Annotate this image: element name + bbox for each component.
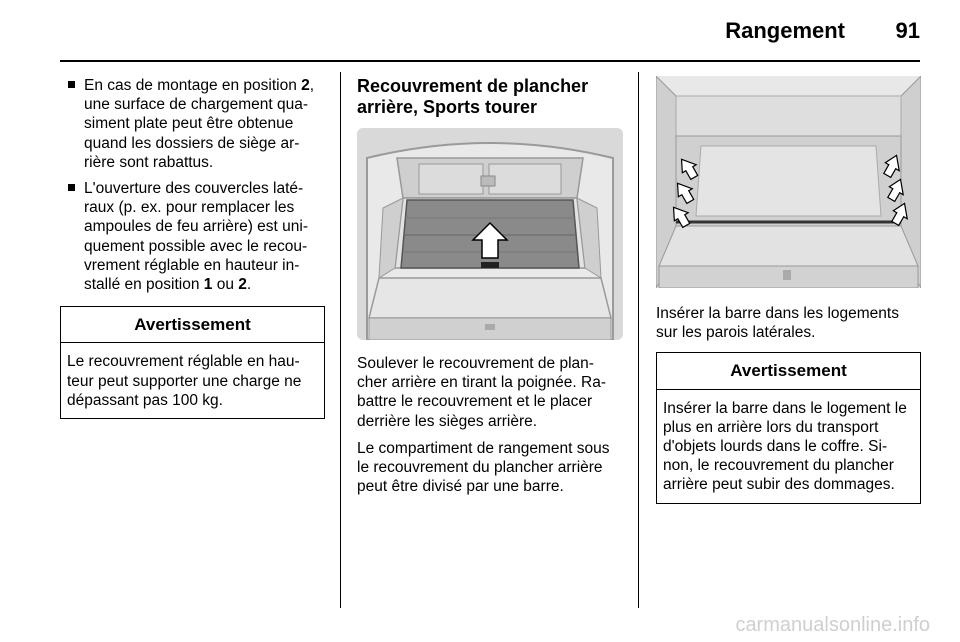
paragraph: Soulever le recouvrement de plan- cher arrière en tirant la poignée. Ra- battre le recouvrement et le placer derrière les sièges arrière. bbox=[357, 355, 606, 430]
list-item: En cas de montage en position 2, une surface de chargement qua- siment plate peut être obtenue quand les dossiers de siège ar- rière sont rabattus. bbox=[60, 76, 325, 172]
cargo-floor-illustration bbox=[357, 128, 623, 340]
warning-box bbox=[60, 306, 325, 419]
cargo-bar-figure bbox=[656, 76, 921, 288]
cargo-bar-illustration bbox=[656, 76, 921, 288]
header-title: Rangement bbox=[725, 18, 845, 43]
list-item: L'ouverture des couvercles laté- raux (p. ex. pour remplacer les ampoules de feu arrière) est uni- quement possible avec le recou- vrement réglable en hauteur in- stallé en position 1 ou 2. bbox=[60, 179, 325, 294]
page-number: 91 bbox=[895, 18, 920, 43]
warning-box bbox=[656, 352, 921, 503]
cargo-floor-figure bbox=[357, 128, 623, 340]
section-title: Recouvrement de plancher arrière, Sports tourer bbox=[357, 76, 589, 117]
warning-text: Le recouvrement réglable en hau- teur peut supporter une charge ne dépassant pas 100 kg. bbox=[67, 353, 302, 409]
bullet-square-icon bbox=[68, 184, 75, 191]
column-2 bbox=[357, 76, 623, 504]
header-rule bbox=[60, 60, 920, 62]
figure-caption: Insérer la barre dans les logements sur les parois latérales. bbox=[656, 305, 899, 342]
column-divider-1 bbox=[340, 72, 341, 608]
column-divider-2 bbox=[638, 72, 639, 608]
warning-text: Insérer la barre dans le logement le plus en arrière lors du transport d'objets lourds dans le coffre. Si- non, le recouvrement du plancher arrière peut subir des dommages. bbox=[663, 399, 907, 494]
warning-title: Avertissement bbox=[657, 353, 920, 389]
paragraph: Le compartiment de rangement sous le recouvrement du plancher arrière peut être divisé par une barre. bbox=[357, 439, 610, 496]
watermark-text: carmanualsonline.info bbox=[735, 614, 930, 636]
bullet-square-icon bbox=[68, 81, 75, 88]
column-1 bbox=[60, 76, 325, 419]
warning-title: Avertissement bbox=[61, 307, 324, 343]
column-3 bbox=[656, 76, 921, 504]
